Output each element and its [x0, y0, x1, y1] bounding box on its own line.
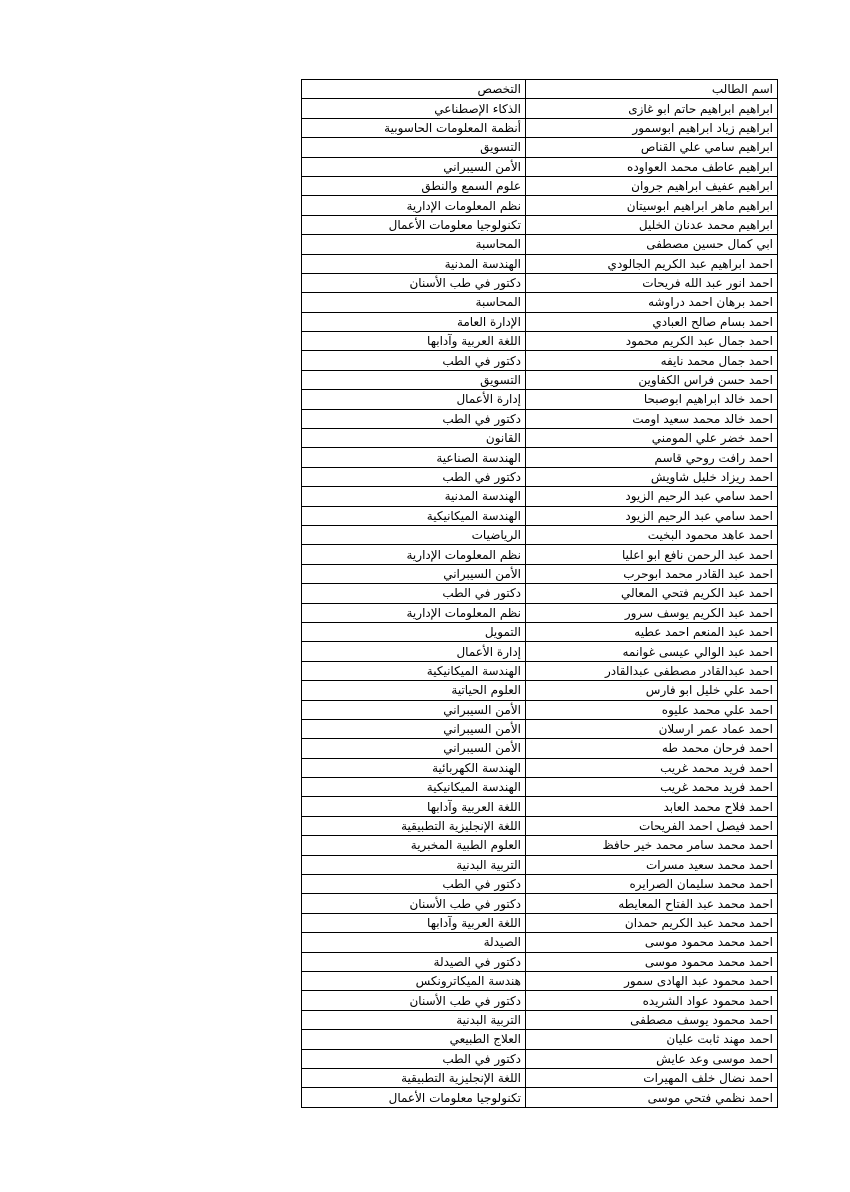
student-name-cell: احمد محمد محمود موسى	[526, 933, 778, 952]
student-name-cell: احمد جمال عبد الكريم محمود	[526, 332, 778, 351]
table-row	[302, 293, 778, 312]
table-row	[302, 1088, 778, 1107]
major-cell: نظم المعلومات الإدارية	[302, 603, 526, 622]
student-name-cell: احمد عبد الكريم فتحي المعالي	[526, 584, 778, 603]
major-cell: القانون	[302, 429, 526, 448]
table-row	[302, 875, 778, 894]
major-cell: تكنولوجيا معلومات الأعمال	[302, 1088, 526, 1107]
student-name-cell: احمد سامي عبد الرحيم الزيود	[526, 506, 778, 525]
major-cell: العلاج الطبيعي	[302, 1030, 526, 1049]
major-cell: الأمن السيبراني	[302, 719, 526, 738]
major-cell: دكتور في الطب	[302, 875, 526, 894]
student-name-cell: ابراهيم سامي علي القناص	[526, 138, 778, 157]
table-row	[302, 603, 778, 622]
major-cell: المحاسبة	[302, 293, 526, 312]
major-cell: العلوم الطبية المخبرية	[302, 836, 526, 855]
major-cell: الهندسة الصناعية	[302, 448, 526, 467]
student-name-cell: احمد خضر علي المومني	[526, 429, 778, 448]
major-cell: اللغة العربية وآدابها	[302, 913, 526, 932]
student-name-cell: احمد محمد عبد الكريم حمدان	[526, 913, 778, 932]
major-cell: دكتور في الطب	[302, 584, 526, 603]
student-name-cell: احمد فريد محمد غريب	[526, 778, 778, 797]
header-student-name: اسم الطالب	[526, 80, 778, 99]
major-cell: دكتور في طب الأسنان	[302, 894, 526, 913]
major-cell: إدارة الأعمال	[302, 390, 526, 409]
major-cell: اللغة العربية وآدابها	[302, 332, 526, 351]
student-name-cell: احمد محمد سليمان الصرايره	[526, 875, 778, 894]
student-name-cell: ابراهيم محمد عدنان الخليل	[526, 215, 778, 234]
student-name-cell: احمد عماد عمر ارسلان	[526, 719, 778, 738]
major-cell: نظم المعلومات الإدارية	[302, 196, 526, 215]
major-cell: الهندسة الميكانيكية	[302, 506, 526, 525]
major-cell: دكتور في الصيدلة	[302, 952, 526, 971]
table-row	[302, 351, 778, 370]
table-row	[302, 235, 778, 254]
student-name-cell: احمد خالد محمد سعيد اومت	[526, 409, 778, 428]
table-row	[302, 390, 778, 409]
major-cell: إدارة الأعمال	[302, 642, 526, 661]
table-row	[302, 952, 778, 971]
student-name-cell: احمد محمود عواد الشريده	[526, 991, 778, 1010]
student-name-cell: احمد انور عبد الله فريحات	[526, 273, 778, 292]
major-cell: نظم المعلومات الإدارية	[302, 545, 526, 564]
major-cell: الأمن السيبراني	[302, 700, 526, 719]
major-cell: تكنولوجيا معلومات الأعمال	[302, 215, 526, 234]
major-cell: هندسة الميكاترونكس	[302, 971, 526, 990]
table-row	[302, 254, 778, 273]
table-row	[302, 1049, 778, 1068]
table-row	[302, 1010, 778, 1029]
major-cell: التربية البدنية	[302, 855, 526, 874]
student-name-cell: احمد فرحان محمد طه	[526, 739, 778, 758]
table-row	[302, 487, 778, 506]
table-row	[302, 409, 778, 428]
table-row	[302, 991, 778, 1010]
major-cell: الصيدلة	[302, 933, 526, 952]
student-name-cell: احمد نظمي فتحي موسى	[526, 1088, 778, 1107]
student-name-cell: احمد عبد المنعم احمد عطيه	[526, 622, 778, 641]
student-name-cell: ابراهيم ماهر ابراهيم ابوسيتان	[526, 196, 778, 215]
major-cell: الأمن السيبراني	[302, 564, 526, 583]
table-row	[302, 545, 778, 564]
student-name-cell: احمد نضال خلف المهيرات	[526, 1068, 778, 1087]
major-cell: اللغة الإنجليزية التطبيقية	[302, 816, 526, 835]
table-row	[302, 215, 778, 234]
table-row	[302, 836, 778, 855]
student-name-cell: احمد عبد الكريم يوسف سرور	[526, 603, 778, 622]
table-row	[302, 448, 778, 467]
major-cell: الذكاء الإصطناعي	[302, 99, 526, 118]
student-name-cell: احمد فيصل احمد الفريحات	[526, 816, 778, 835]
table-row	[302, 273, 778, 292]
table-row	[302, 312, 778, 331]
student-name-cell: احمد عبد القادر محمد ابوحرب	[526, 564, 778, 583]
table-row	[302, 1030, 778, 1049]
student-name-cell: احمد محمد محمود موسى	[526, 952, 778, 971]
student-name-cell: احمد محمد عبد الفتاح المعايطه	[526, 894, 778, 913]
major-cell: الإدارة العامة	[302, 312, 526, 331]
table-row	[302, 661, 778, 680]
student-name-cell: احمد رافت روحي قاسم	[526, 448, 778, 467]
major-cell: التمويل	[302, 622, 526, 641]
table-row	[302, 894, 778, 913]
student-majors-table	[301, 79, 778, 1108]
table-row	[302, 564, 778, 583]
student-name-cell: احمد عبدالقادر مصطفى عبدالقادر	[526, 661, 778, 680]
major-cell: الهندسة المدنية	[302, 254, 526, 273]
major-cell: الهندسة الكهربائية	[302, 758, 526, 777]
major-cell: الأمن السيبراني	[302, 157, 526, 176]
major-cell: دكتور في طب الأسنان	[302, 991, 526, 1010]
table-row	[302, 332, 778, 351]
student-name-cell: احمد مهند ثابت عليان	[526, 1030, 778, 1049]
student-name-cell: احمد بسام صالح العبادي	[526, 312, 778, 331]
student-name-cell: احمد سامي عبد الرحيم الزيود	[526, 487, 778, 506]
table-row	[302, 157, 778, 176]
major-cell: التربية البدنية	[302, 1010, 526, 1029]
student-name-cell: احمد محمود يوسف مصطفى	[526, 1010, 778, 1029]
table-row	[302, 797, 778, 816]
table-row	[302, 642, 778, 661]
major-cell: التسويق	[302, 138, 526, 157]
student-name-cell: احمد برهان احمد دراوشه	[526, 293, 778, 312]
table-row	[302, 99, 778, 118]
table-row	[302, 719, 778, 738]
student-name-cell: احمد موسى وعد عايش	[526, 1049, 778, 1068]
major-cell: اللغة الإنجليزية التطبيقية	[302, 1068, 526, 1087]
major-cell: الأمن السيبراني	[302, 739, 526, 758]
student-name-cell: ابراهيم عفيف ابراهيم جروان	[526, 176, 778, 195]
major-cell: الرياضيات	[302, 525, 526, 544]
table-row	[302, 525, 778, 544]
student-name-cell: احمد محمد سعيد مسرات	[526, 855, 778, 874]
table-row	[302, 467, 778, 486]
student-name-cell: احمد فريد محمد غريب	[526, 758, 778, 777]
student-name-cell: احمد عبد الوالي عيسى غوانمه	[526, 642, 778, 661]
table-row	[302, 758, 778, 777]
table-row	[302, 584, 778, 603]
major-cell: الهندسة المدنية	[302, 487, 526, 506]
table-row	[302, 196, 778, 215]
table-row	[302, 778, 778, 797]
student-name-cell: احمد علي خليل ابو فارس	[526, 681, 778, 700]
student-name-cell: احمد ابراهيم عبد الكريم الجالودي	[526, 254, 778, 273]
table-row	[302, 739, 778, 758]
table-row	[302, 933, 778, 952]
table-row	[302, 913, 778, 932]
student-name-cell: احمد عاهد محمود البخيت	[526, 525, 778, 544]
student-name-cell: احمد ريزاد خليل شاويش	[526, 467, 778, 486]
table-row	[302, 971, 778, 990]
major-cell: دكتور في الطب	[302, 467, 526, 486]
table-row	[302, 176, 778, 195]
student-name-cell: ابراهيم عاطف محمد العواوده	[526, 157, 778, 176]
header-major: التخصص	[302, 80, 526, 99]
table-row	[302, 138, 778, 157]
table-row	[302, 681, 778, 700]
table-row	[302, 370, 778, 389]
student-name-cell: احمد محمود عبد الهادى سمور	[526, 971, 778, 990]
major-cell: العلوم الحياتية	[302, 681, 526, 700]
table-row	[302, 506, 778, 525]
student-name-cell: احمد جمال محمد نايفه	[526, 351, 778, 370]
table-row	[302, 118, 778, 137]
major-cell: علوم السمع والنطق	[302, 176, 526, 195]
table-row	[302, 1068, 778, 1087]
table-row	[302, 855, 778, 874]
table-row	[302, 429, 778, 448]
table-row	[302, 816, 778, 835]
table-row	[302, 622, 778, 641]
header-row	[302, 80, 778, 99]
student-name-cell: احمد محمد سامر محمد خير حافظ	[526, 836, 778, 855]
major-cell: دكتور في الطب	[302, 409, 526, 428]
student-name-cell: احمد خالد ابراهيم ابوصبحا	[526, 390, 778, 409]
major-cell: أنظمة المعلومات الحاسوبية	[302, 118, 526, 137]
student-name-cell: احمد حسن فراس الكفاوين	[526, 370, 778, 389]
major-cell: دكتور في طب الأسنان	[302, 273, 526, 292]
table-row	[302, 700, 778, 719]
student-name-cell: احمد فلاح محمد العابد	[526, 797, 778, 816]
student-name-cell: احمد علي محمد عليوه	[526, 700, 778, 719]
student-name-cell: ابراهيم زياد ابراهيم ابوسمور	[526, 118, 778, 137]
major-cell: اللغة العربية وآدابها	[302, 797, 526, 816]
major-cell: دكتور في الطب	[302, 351, 526, 370]
student-name-cell: ابراهيم ابراهيم حاتم ابو غازى	[526, 99, 778, 118]
major-cell: دكتور في الطب	[302, 1049, 526, 1068]
major-cell: المحاسبة	[302, 235, 526, 254]
major-cell: الهندسة الميكانيكية	[302, 778, 526, 797]
major-cell: التسويق	[302, 370, 526, 389]
student-name-cell: احمد عبد الرحمن نافع ابو اعليا	[526, 545, 778, 564]
student-name-cell: ابي كمال حسين مصطفى	[526, 235, 778, 254]
major-cell: الهندسة الميكانيكية	[302, 661, 526, 680]
